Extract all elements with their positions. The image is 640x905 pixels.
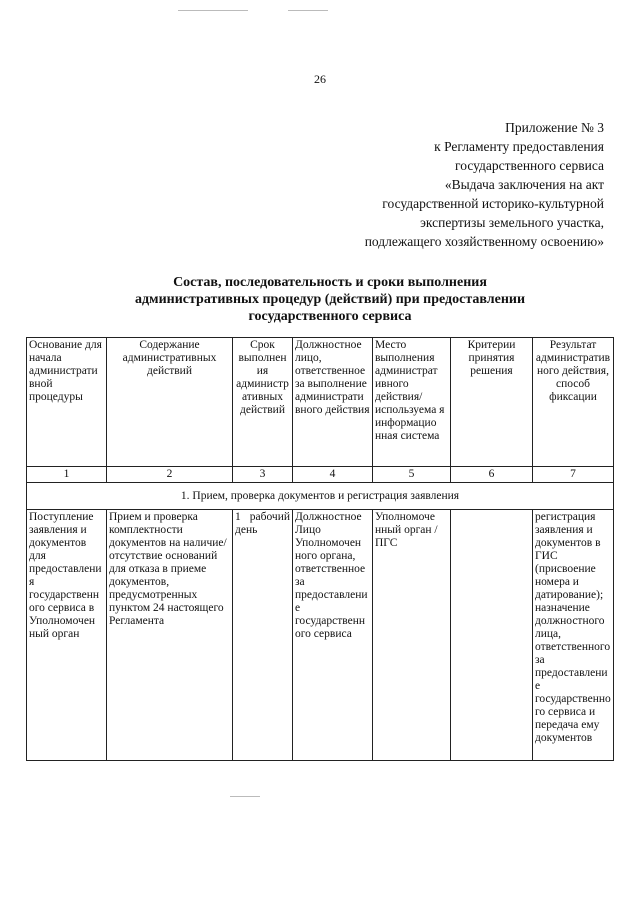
header-row xyxy=(27,338,614,467)
header-cell: Должностное лицо, ответственное за выполнение администрати вного действия xyxy=(293,338,373,467)
document-title xyxy=(110,274,550,325)
appendix-block xyxy=(274,118,604,251)
column-number: 2 xyxy=(107,467,233,483)
header-cell: Результат административ ного действия, способ фиксации xyxy=(533,338,614,467)
column-number: 5 xyxy=(373,467,451,483)
title-line: Состав, последовательность и сроки выполнения xyxy=(173,275,487,290)
scan-artifact xyxy=(288,10,328,11)
column-number: 1 xyxy=(27,467,107,483)
section-heading: 1. Прием, проверка документов и регистрация заявления xyxy=(27,483,614,510)
appendix-line: «Выдача заключения на акт xyxy=(444,177,604,192)
appendix-line: государственной историко-культурной xyxy=(382,196,604,211)
title-line: государственного сервиса xyxy=(248,309,412,324)
appendix-line: Приложение № 3 xyxy=(505,120,604,135)
header-cell: Срок выполнен ия администр ативных действий xyxy=(233,338,293,467)
header-cell: Содержание административных действий xyxy=(107,338,233,467)
table-cell: 1 рабочий день xyxy=(233,510,293,761)
header-cell: Основание для начала администрати вной процедуры xyxy=(27,338,107,467)
appendix-line: экспертизы земельного участка, xyxy=(420,215,604,230)
column-number-row xyxy=(27,467,614,483)
appendix-line: к Регламенту предоставления xyxy=(434,139,604,154)
procedures-table xyxy=(26,337,614,761)
column-number: 7 xyxy=(533,467,614,483)
scan-artifact xyxy=(178,10,248,11)
section-row xyxy=(27,483,614,510)
appendix-line: подлежащего хозяйственному освоению» xyxy=(364,234,604,249)
table-row xyxy=(27,510,614,761)
page-number: 26 xyxy=(314,72,326,86)
table-cell: регистрация заявления и документов в ГИС (присвоение номера и датирование); назначение должностного лица, ответственного за предоставление государственно го сервиса и передача ему документов xyxy=(533,510,614,761)
column-number: 6 xyxy=(451,467,533,483)
scan-artifact xyxy=(230,796,260,797)
table-cell: Прием и проверка комплектности документов на наличие/отсутствие оснований для отказа в приеме документов, предусмотренных пунктом 24 настоящего Регламента xyxy=(107,510,233,761)
column-number: 4 xyxy=(293,467,373,483)
table-cell: Должностное Лицо Уполномочен ного органа, ответственное за предоставлени е государственн ого сервиса xyxy=(293,510,373,761)
table-cell: Поступление заявления и документов для предоставлени я государственн ого сервиса в Уполномочен ный орган xyxy=(27,510,107,761)
appendix-line: государственного сервиса xyxy=(455,158,604,173)
title-line: административных процедур (действий) при предоставлении xyxy=(134,292,526,307)
table-cell xyxy=(451,510,533,761)
header-cell: Место выполнения администрат ивного действия/ используема я информацио нная система xyxy=(373,338,451,467)
table-cell: Уполномоче нный орган / ПГС xyxy=(373,510,451,761)
column-number: 3 xyxy=(233,467,293,483)
header-cell: Критерии принятия решения xyxy=(451,338,533,467)
